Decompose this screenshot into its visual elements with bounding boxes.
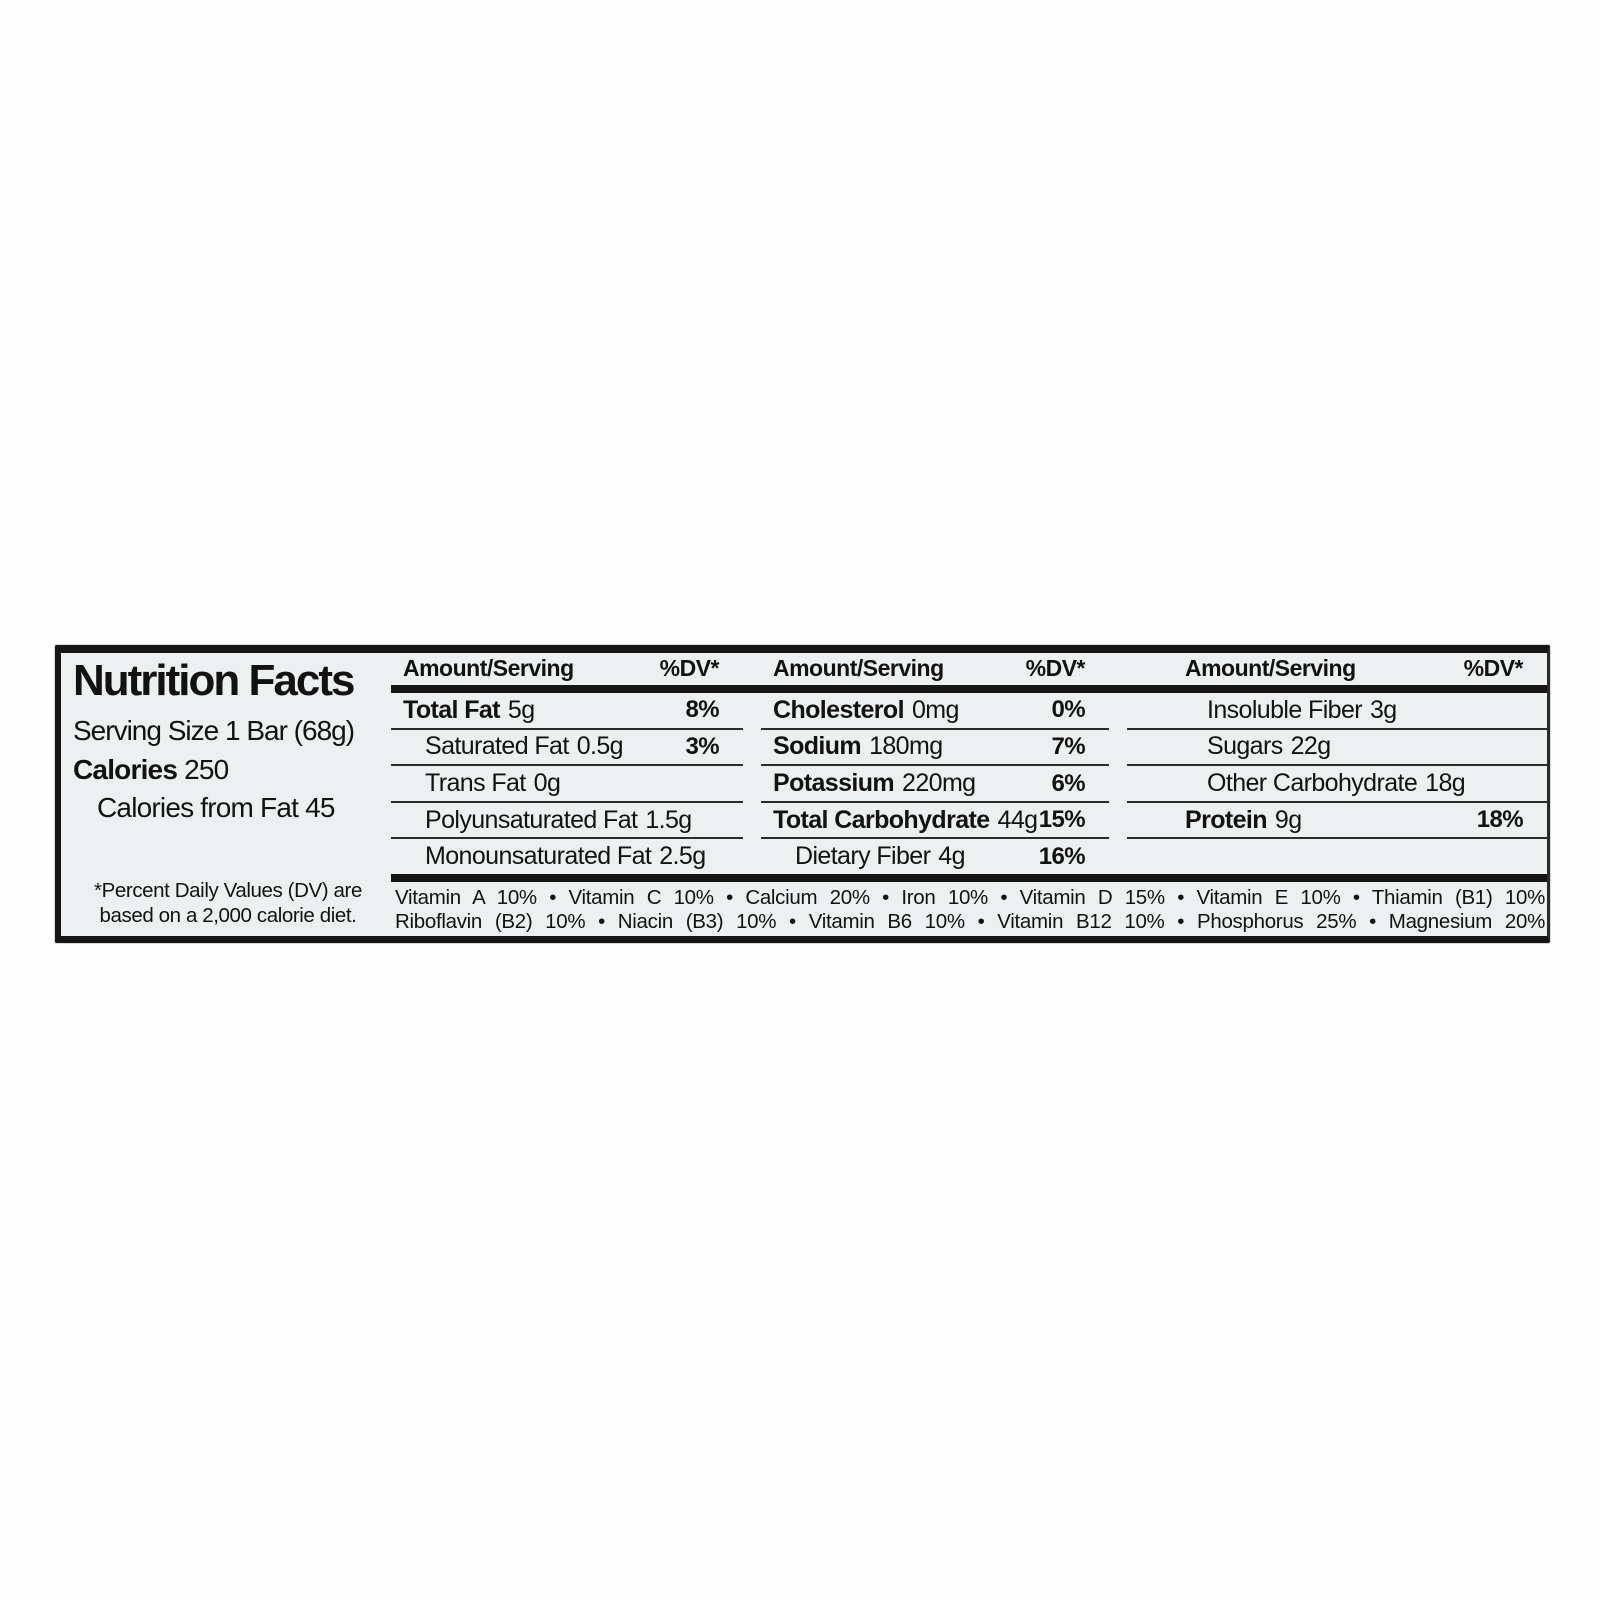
nutrient-amount: 22g bbox=[1290, 732, 1331, 761]
dv-footnote bbox=[73, 878, 383, 928]
row-cholesterol bbox=[761, 693, 1109, 728]
column3-header bbox=[1127, 653, 1547, 685]
nutrient-name: Monounsaturated Fat bbox=[425, 842, 652, 871]
nutrient-amount: 1.5g bbox=[645, 805, 692, 834]
column2-header bbox=[761, 653, 1109, 685]
nutrient-name: Sugars bbox=[1207, 732, 1283, 761]
nutrient-dv: 3% bbox=[685, 732, 719, 760]
column1-header bbox=[391, 653, 743, 685]
calories-label: Calories bbox=[73, 753, 178, 785]
nutrient-name: Polyunsaturated Fat bbox=[425, 805, 638, 834]
nutrient-name: Protein bbox=[1185, 805, 1267, 834]
column2-rows bbox=[761, 693, 1109, 874]
nutrient-name: Dietary Fiber bbox=[795, 842, 931, 871]
nutrient-dv: 6% bbox=[1051, 769, 1085, 797]
nutrient-amount: 4g bbox=[938, 842, 965, 871]
nutrient-name: Other Carbohydrate bbox=[1207, 769, 1418, 798]
column1-header-amount: Amount/Serving bbox=[403, 655, 574, 681]
nutrient-name: Insoluble Fiber bbox=[1207, 695, 1362, 724]
nutrient-amount: 0mg bbox=[911, 695, 959, 724]
nutrient-name: Total Fat bbox=[403, 695, 500, 724]
column1-rows bbox=[391, 693, 743, 874]
nutrient-amount: 0g bbox=[533, 769, 561, 798]
label-left-panel bbox=[61, 653, 391, 936]
row-total-carbohydrate bbox=[761, 801, 1109, 838]
vitamins-line2: Riboflavin (B2) 10% • Niacin (B3) 10% • Vitamin B6 10% • Vitamin B12 10% • Phosphorus 25% • Magnesium 20% bbox=[395, 910, 1545, 934]
nutrient-name: Cholesterol bbox=[773, 695, 904, 724]
label-columns-area bbox=[391, 653, 1547, 936]
nutrient-amount: 44g bbox=[997, 805, 1038, 834]
nutrient-dv: 8% bbox=[685, 696, 719, 724]
column2-header-dv: %DV* bbox=[1025, 655, 1085, 681]
row-dietary-fiber bbox=[761, 837, 1109, 874]
row-polyunsaturated-fat bbox=[391, 801, 743, 838]
row-sodium bbox=[761, 728, 1109, 765]
nutrient-dv: 7% bbox=[1051, 732, 1085, 760]
calories-value: 250 bbox=[184, 753, 229, 785]
row-monounsaturated-fat bbox=[391, 837, 743, 874]
dv-footnote-line2: based on a 2,000 calorie diet. bbox=[99, 904, 357, 927]
column1-header-dv: %DV* bbox=[659, 655, 719, 681]
column3-rows bbox=[1127, 693, 1547, 874]
row-empty bbox=[1127, 837, 1547, 874]
nutrient-dv: 0% bbox=[1051, 696, 1085, 724]
vitamins-line1: Vitamin A 10% • Vitamin C 10% • Calcium 20% • Iron 10% • Vitamin D 15% • Vitamin E 10% • Thiamin (B1) 10% bbox=[395, 886, 1545, 910]
nutrient-amount: 180mg bbox=[869, 732, 943, 761]
row-sugars bbox=[1127, 728, 1547, 765]
column3-header-dv: %DV* bbox=[1463, 655, 1523, 681]
row-insoluble-fiber bbox=[1127, 693, 1547, 728]
nutrient-amount: 9g bbox=[1274, 805, 1302, 834]
row-trans-fat bbox=[391, 764, 743, 801]
nutrition-facts-label bbox=[55, 645, 1550, 943]
nutrient-amount: 5g bbox=[507, 695, 535, 724]
nutrient-dv: 16% bbox=[1038, 842, 1085, 870]
nutrient-amount: 3g bbox=[1369, 695, 1397, 724]
nutrient-amount: 18g bbox=[1425, 769, 1466, 798]
nutrient-amount: 220mg bbox=[902, 769, 976, 798]
row-saturated-fat bbox=[391, 728, 743, 765]
row-potassium bbox=[761, 764, 1109, 801]
calories-from-fat: Calories from Fat 45 bbox=[97, 791, 335, 823]
column2-header-amount: Amount/Serving bbox=[773, 655, 944, 681]
nutrient-name: Sodium bbox=[773, 732, 862, 761]
nutrient-name: Trans Fat bbox=[425, 769, 526, 798]
header-divider-bar bbox=[391, 685, 1547, 693]
row-total-fat bbox=[391, 693, 743, 728]
calories-line bbox=[73, 754, 383, 786]
row-protein bbox=[1127, 801, 1547, 838]
vitamins-divider-bar bbox=[391, 874, 1547, 882]
nutrient-name: Saturated Fat bbox=[425, 732, 569, 761]
nutrient-dv: 18% bbox=[1476, 806, 1523, 834]
dv-footnote-line1: *Percent Daily Values (DV) are bbox=[94, 879, 362, 902]
column3-header-amount: Amount/Serving bbox=[1185, 655, 1356, 681]
row-other-carbohydrate bbox=[1127, 764, 1547, 801]
nutrient-amount: 2.5g bbox=[659, 842, 706, 871]
nutrient-dv: 15% bbox=[1038, 806, 1085, 834]
serving-size: Serving Size 1 Bar (68g) bbox=[73, 714, 355, 746]
nutrient-name: Potassium bbox=[773, 769, 895, 798]
vitamins-footer bbox=[391, 882, 1547, 936]
nutrient-amount: 0.5g bbox=[576, 732, 623, 761]
nutrient-name: Total Carbohydrate bbox=[773, 805, 990, 834]
label-title: Nutrition Facts bbox=[73, 656, 354, 705]
